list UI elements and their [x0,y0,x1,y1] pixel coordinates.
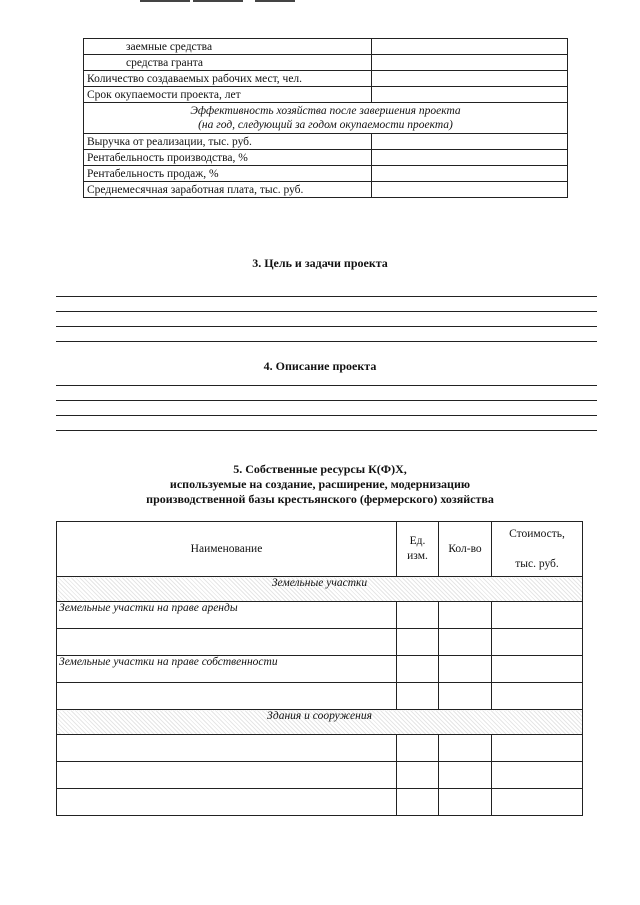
table-row [84,39,568,55]
table-row [84,87,568,103]
name-cell[interactable] [57,735,397,762]
qty-cell[interactable] [439,735,492,762]
section-4-line-1[interactable] [56,385,597,386]
row-label: средства гранта [84,55,372,71]
header-qty: Кол-во [439,522,492,577]
section-5-title-line3: производственной базы крестьянского (фермерского) хозяйства [146,492,494,506]
row-label: Рентабельность продаж, % [84,166,372,182]
row-label: Рентабельность производства, % [84,150,372,166]
qty-cell[interactable] [439,629,492,656]
cost-cell[interactable] [492,789,583,816]
section-row [57,710,583,735]
section-3-line-4[interactable] [56,341,597,342]
table-row [57,602,583,629]
name-cell[interactable] [57,629,397,656]
header-cost-line1: Стоимость, [509,527,565,540]
section-4-line-3[interactable] [56,415,597,416]
row-label: заемные средства [84,39,372,55]
unit-cell[interactable] [397,762,439,789]
table-row [84,55,568,71]
section-buildings: Здания и сооружения [57,710,583,735]
header-cost-line2: тыс. руб. [515,557,559,570]
page-top-fragment-mid [193,0,243,2]
page-top-fragment-right [255,0,295,2]
qty-cell[interactable] [439,789,492,816]
cost-cell[interactable] [492,683,583,710]
table-row [57,629,583,656]
section-4-line-2[interactable] [56,400,597,401]
table-row [84,134,568,150]
cost-cell[interactable] [492,629,583,656]
qty-cell[interactable] [439,762,492,789]
value-cell[interactable] [372,166,568,182]
section-5-title [0,462,640,507]
section-4-line-4[interactable] [56,430,597,431]
table-row [57,683,583,710]
cost-cell[interactable] [492,602,583,629]
table-row [57,762,583,789]
table-row [84,182,568,198]
efficiency-header-row [84,103,568,134]
value-cell[interactable] [372,182,568,198]
cost-cell[interactable] [492,762,583,789]
header-unit-line2: изм. [407,550,428,562]
header-row [57,522,583,577]
table-row [84,150,568,166]
row-label: Среднемесячная заработная плата, тыс. руб. [84,182,372,198]
value-cell[interactable] [372,71,568,87]
page-top-fragment-left [140,0,190,2]
value-cell[interactable] [372,55,568,71]
land-lease-label: Земельные участки на праве аренды [57,602,397,629]
qty-cell[interactable] [439,602,492,629]
table-row [84,71,568,87]
row-label: Выручка от реализации, тыс. руб. [84,134,372,150]
header-unit-line1: Ед. [409,535,426,547]
section-5-title-line1: 5. Собственные ресурсы К(Ф)Х, [233,462,407,476]
section-3-line-2[interactable] [56,311,597,312]
row-label: Количество создаваемых рабочих мест, чел. [84,71,372,87]
table-row [57,735,583,762]
efficiency-header-line1: Эффективность хозяйства после завершения проекта [190,105,461,117]
row-label: Срок окупаемости проекта, лет [84,87,372,103]
section-5-title-line2: используемые на создание, расширение, модернизацию [169,477,471,491]
value-cell[interactable] [372,150,568,166]
section-3-line-3[interactable] [56,326,597,327]
name-cell[interactable] [57,683,397,710]
project-indicators-table [83,38,568,198]
name-cell[interactable] [57,762,397,789]
efficiency-header-line2: (на год, следующий за годом окупаемости проекта) [198,119,453,131]
unit-cell[interactable] [397,735,439,762]
value-cell[interactable] [372,87,568,103]
unit-cell[interactable] [397,602,439,629]
value-cell[interactable] [372,39,568,55]
header-name: Наименование [57,522,397,577]
section-3-line-1[interactable] [56,296,597,297]
unit-cell[interactable] [397,789,439,816]
unit-cell[interactable] [397,656,439,683]
qty-cell[interactable] [439,656,492,683]
value-cell[interactable] [372,134,568,150]
table-row [57,789,583,816]
own-resources-table [56,521,583,816]
table-row [57,656,583,683]
land-own-label: Земельные участки на праве собственности [57,656,397,683]
name-cell[interactable] [57,789,397,816]
cost-cell[interactable] [492,735,583,762]
qty-cell[interactable] [439,683,492,710]
header-unit [397,522,439,577]
section-3-title: 3. Цель и задачи проекта [252,256,388,270]
unit-cell[interactable] [397,629,439,656]
unit-cell[interactable] [397,683,439,710]
cost-cell[interactable] [492,656,583,683]
section-row [57,577,583,602]
header-cost [492,522,583,577]
table-row [84,166,568,182]
section-land: Земельные участки [57,577,583,602]
efficiency-header [84,103,568,134]
section-4-title: 4. Описание проекта [263,359,377,373]
